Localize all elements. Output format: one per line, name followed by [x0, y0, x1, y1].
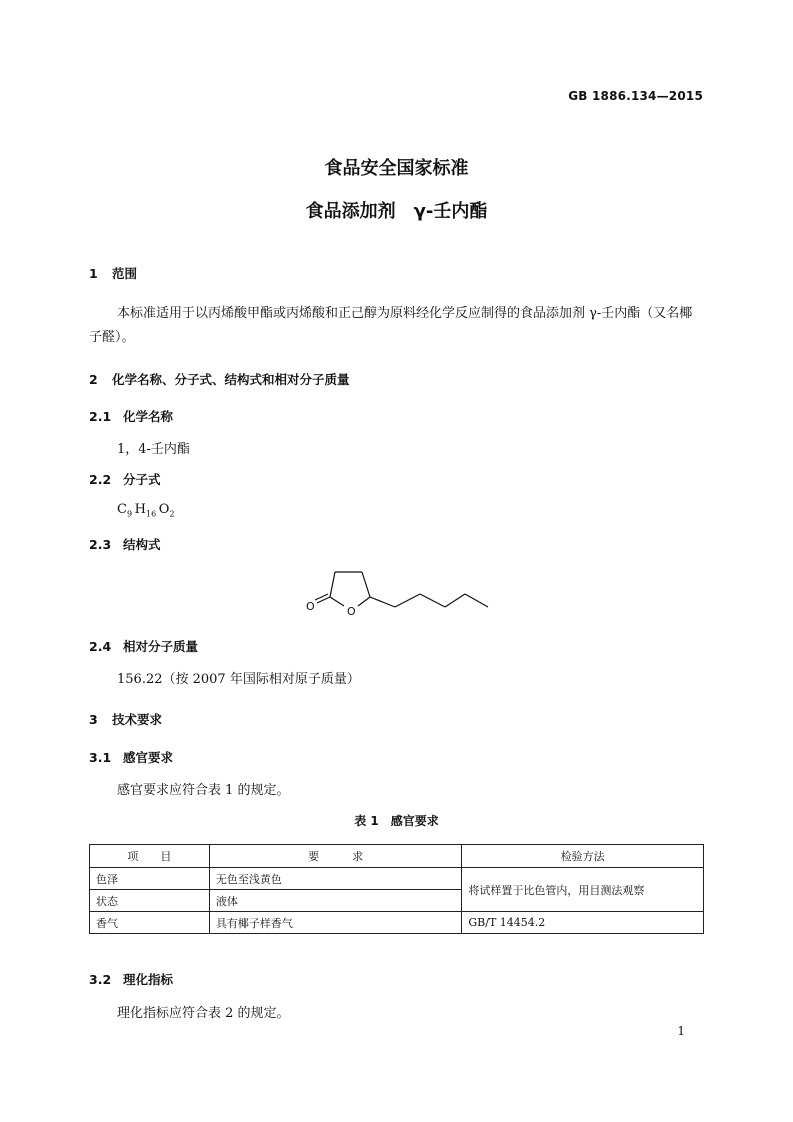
standard-number: GB 1886.134—2015	[568, 89, 703, 103]
section-3-2-text: 理化指标应符合表 2 的规定。	[117, 1006, 290, 1021]
section-2-4-heading	[89, 637, 198, 655]
section-3-heading	[89, 710, 162, 728]
cell-method: 将试样置于比色管内，用目测法观察	[462, 868, 704, 912]
section-number: 2	[89, 372, 98, 387]
carbonyl-oxygen-label: O	[306, 600, 315, 613]
section-1-text: 本标准适用于以丙烯酸甲酯或丙烯酸和正己醇为原料经化学反应制得的食品添加剂 γ-壬内酯（又名椰子醛）。	[89, 306, 693, 345]
cell-item: 状态	[90, 890, 210, 912]
section-3-1-heading	[89, 748, 173, 766]
section-number: 3.1	[89, 750, 112, 765]
cell-item: 香气	[90, 912, 210, 934]
cell-method: GB/T 14454.2	[462, 912, 704, 934]
section-2-1-heading	[89, 407, 173, 425]
section-number: 2.1	[89, 409, 112, 424]
structural-formula	[300, 562, 500, 624]
table-1-caption: 表 1 感官要求	[354, 814, 439, 828]
section-number: 2.2	[89, 472, 112, 487]
molecular-mass: 156.22（按 2007 年国际相对原子质量）	[117, 672, 360, 687]
section-title: 化学名称、分子式、结构式和相对分子质量	[112, 372, 350, 387]
section-number: 1	[89, 266, 98, 281]
section-number: 3.2	[89, 972, 112, 987]
ring-oxygen-label: O	[347, 605, 356, 618]
page-number: 1	[677, 1024, 685, 1038]
header-method: 检验方法	[462, 845, 704, 868]
section-title: 理化指标	[123, 972, 174, 987]
cell-item: 色泽	[90, 868, 210, 890]
section-3-1-text: 感官要求应符合表 1 的规定。	[117, 783, 290, 798]
section-3-2-heading	[89, 970, 173, 988]
section-number: 2.4	[89, 639, 112, 654]
section-number: 3	[89, 712, 98, 727]
table-row	[90, 868, 704, 890]
sensory-requirements-table	[89, 844, 704, 934]
section-2-2-heading	[89, 470, 161, 488]
section-title: 分子式	[123, 472, 161, 487]
section-title: 范围	[112, 266, 138, 281]
section-title: 技术要求	[112, 712, 163, 727]
doc-subtitle: 食品添加剂 γ-壬内酯	[305, 201, 488, 222]
cell-requirement: 无色至浅黄色	[209, 868, 462, 890]
section-2-3-heading	[89, 535, 161, 553]
header-item: 项 目	[90, 845, 210, 868]
cell-requirement: 液体	[209, 890, 462, 912]
section-title: 感官要求	[123, 750, 174, 765]
table-row	[90, 912, 704, 934]
section-title: 化学名称	[123, 409, 174, 424]
table-header-row	[90, 845, 704, 868]
doc-title: 食品安全国家标准	[324, 158, 469, 179]
section-2-heading	[89, 370, 350, 388]
chemical-name: 1，4-壬内酯	[117, 442, 190, 457]
section-number: 2.3	[89, 537, 112, 552]
section-title: 相对分子质量	[123, 639, 199, 654]
section-1-heading	[89, 264, 137, 282]
header-requirement: 要 求	[209, 845, 462, 868]
section-title: 结构式	[123, 537, 161, 552]
molecular-formula: $C_9$ $H_{16}$ $O_2$	[117, 502, 175, 519]
cell-requirement: 具有椰子样香气	[209, 912, 462, 934]
